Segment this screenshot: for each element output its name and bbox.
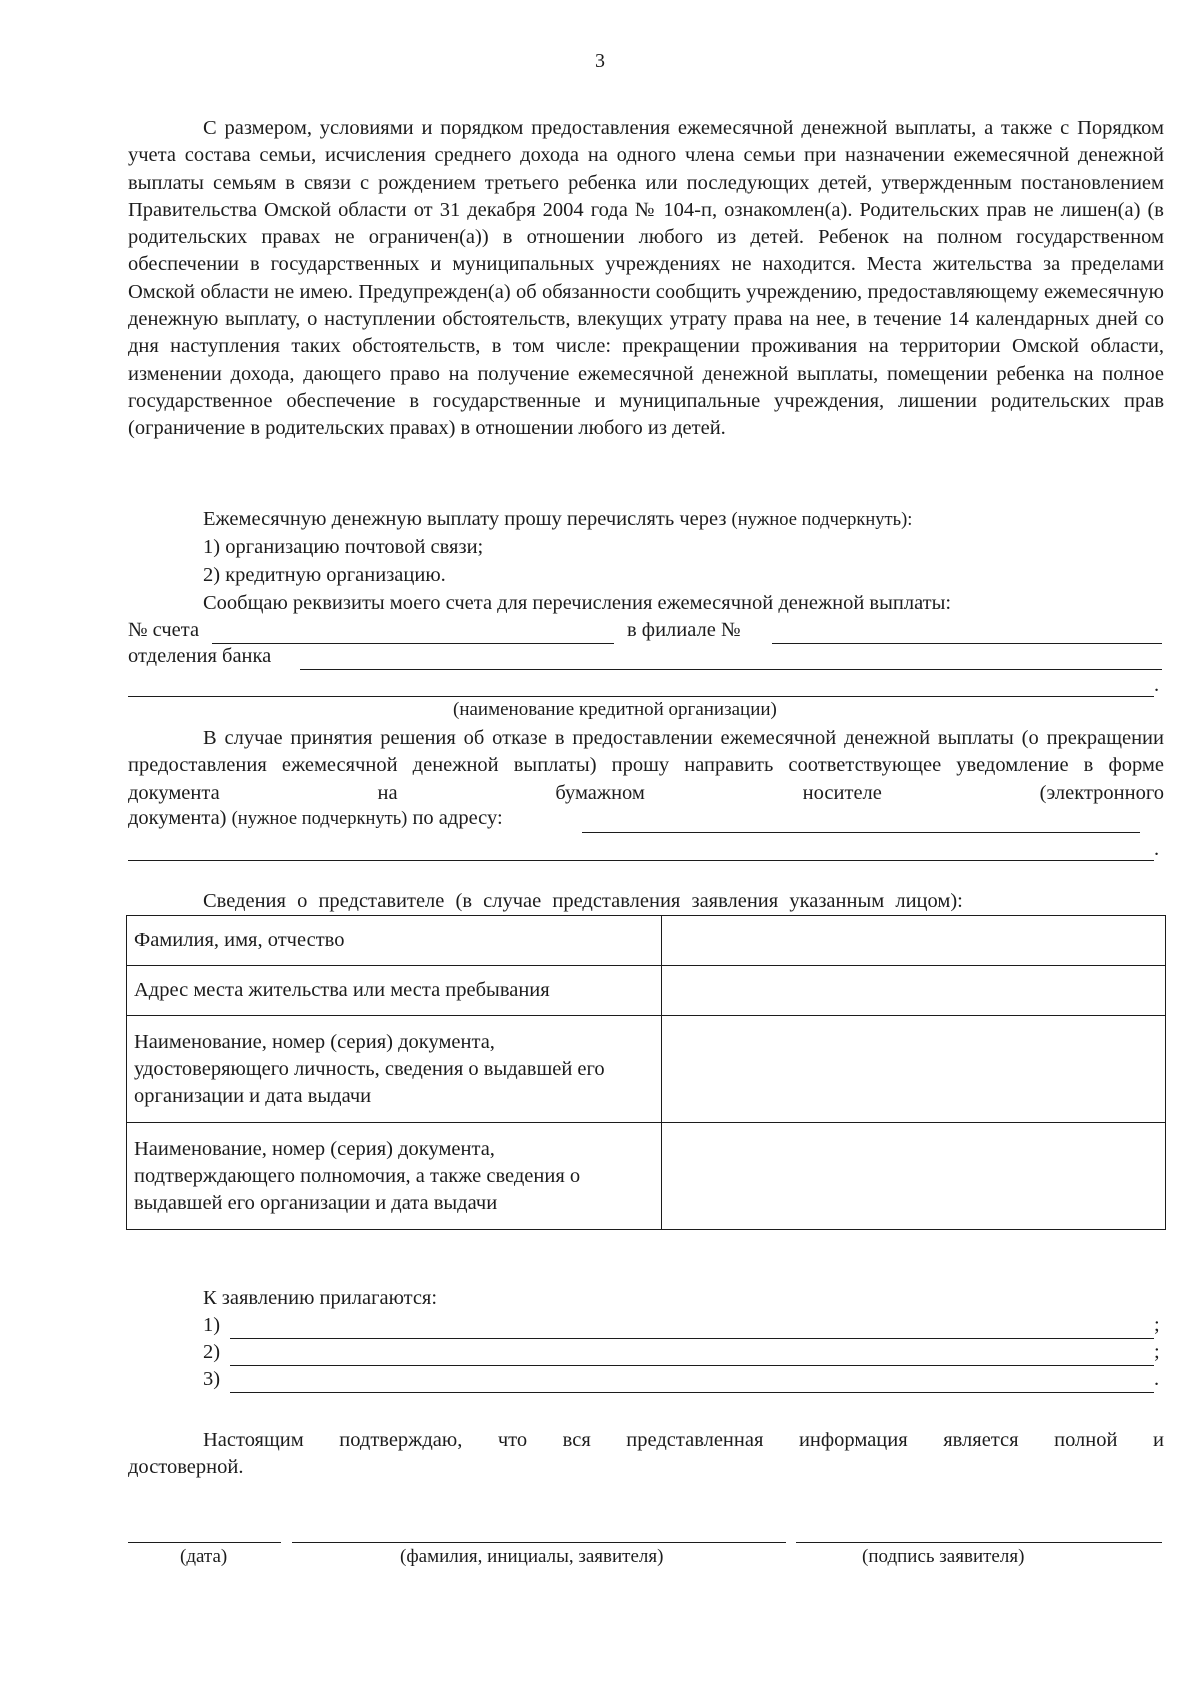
confirmation-paragraph: Настоящим подтверждаю, что вся представленная информация является полной и достоверной. [128, 1429, 1164, 1479]
representative-table [126, 915, 1166, 1230]
refusal-paragraph: В случае принятия решения об отказе в предоставлении ежемесячной денежной выплаты (о прекращении предоставления ежемесячной денежной выплаты) прошу направить соответствующее уведомление в форме документа на бумажном носителе (электронного [128, 727, 1164, 804]
refusal-last-line [128, 807, 503, 830]
rep-authority-doc-value[interactable] [662, 1123, 1166, 1230]
rep-id-doc-value[interactable] [662, 1016, 1166, 1123]
rep-name-value[interactable] [662, 916, 1166, 966]
rep-authority-doc-label: Наименование, номер (серия) документа, подтверждающего полномочия, а также сведения о выдавшей его организации и дата выдачи [127, 1123, 662, 1230]
credit-org-caption: (наименование кредитной организации) [453, 699, 777, 720]
attachment-1-number: 1) [203, 1314, 221, 1336]
page-number: 3 [595, 50, 605, 72]
intro-paragraph: С размером, условиями и порядком предоставления ежемесячной денежной выплаты, а также с Порядком учета состава семьи, исчисления среднего дохода на одного члена семьи при назначении ежемесячной денежной выплаты семьям в связи с рождением третьего ребенка или последующих детей, утвержденным постановлением Правительства Омской области от 31 декабря 2004 года № 104-п, ознакомлен(а). Родительских прав не лишен(а) (в родительских правах не ограничен(а)) в отношении любого из детей. Ребенок на полном государственном обеспечении в государственных и муниципальных учреждениях не находится. Места жительства за пределами Омской области не имею. Предупрежден(а) об обязанности сообщить учреждению, предоставляющему ежемесячную денежную выплату, о наступлении обстоятельств, влекущих утрату права на нее, в течение 14 календарных дней со дня наступления таких обстоятельств, в том числе: прекращении проживания на территории Омской области, изменении дохода, дающего право на получение ежемесячной денежной выплаты, помещении ребенка на полное государственное обеспечение в государственные и муниципальные учреждения, лишении родительских прав (ограничение в родительских правах) в отношении любого из детей. [128, 117, 1164, 440]
payment-lead-line [203, 508, 912, 531]
payment-lead: Ежемесячную денежную выплату прошу перечислять через [203, 508, 727, 530]
account-number-field[interactable] [212, 643, 614, 644]
credit-org-field[interactable] [128, 696, 1154, 697]
rep-address-label: Адрес места жительства или места пребывания [127, 966, 662, 1016]
address-field[interactable] [582, 832, 1140, 833]
signature-field[interactable] [796, 1542, 1162, 1543]
refusal-hint: (нужное подчеркнуть) [231, 809, 408, 829]
rep-name-label: Фамилия, имя, отчество [127, 916, 662, 966]
credit-org-period: . [1154, 674, 1160, 696]
date-caption: (дата) [180, 1546, 228, 1567]
applicant-name-field[interactable] [292, 1542, 786, 1543]
applicant-name-caption: (фамилия, инициалы, заявителя) [400, 1546, 664, 1567]
attachment-1-field[interactable] [230, 1338, 1154, 1339]
date-field[interactable] [128, 1542, 281, 1543]
payment-hint: (нужное подчеркнуть): [731, 510, 913, 530]
account-lead: Сообщаю реквизиты моего счета для перечисления ежемесячной денежной выплаты: [203, 592, 952, 614]
bank-branch-label: отделения банка [128, 645, 272, 667]
attachment-3-field[interactable] [230, 1392, 1154, 1393]
rep-id-doc-label: Наименование, номер (серия) документа, удостоверяющего личность, сведения о выдавшей его организации и дата выдачи [127, 1016, 662, 1123]
branch-label: в филиале № [627, 619, 741, 641]
attachment-2-end: ; [1154, 1341, 1160, 1363]
attachments-title: К заявлению прилагаются: [203, 1287, 438, 1309]
payment-option-post[interactable]: 1) организацию почтовой связи; [203, 536, 484, 558]
representative-title: Сведения о представителе (в случае представления заявления указанным лицом): [203, 890, 963, 912]
attachment-1-end: ; [1154, 1314, 1160, 1336]
address-period: . [1154, 838, 1160, 860]
rep-address-value[interactable] [662, 966, 1166, 1016]
refusal-last-end: по адресу: [412, 807, 503, 829]
table-row [127, 916, 1166, 966]
attachment-2-field[interactable] [230, 1365, 1154, 1366]
bank-branch-field[interactable] [300, 669, 1162, 670]
payment-option-credit[interactable]: 2) кредитную организацию. [203, 564, 446, 586]
branch-number-field[interactable] [772, 643, 1162, 644]
attachment-3-end: . [1154, 1368, 1160, 1390]
address-field-2[interactable] [128, 860, 1154, 861]
attachment-3-number: 3) [203, 1368, 221, 1390]
refusal-last-start: документа) [128, 807, 227, 829]
attachment-2-number: 2) [203, 1341, 221, 1363]
account-number-label: № счета [128, 619, 200, 641]
table-row [127, 1123, 1166, 1230]
table-row [127, 966, 1166, 1016]
table-row [127, 1016, 1166, 1123]
signature-caption: (подпись заявителя) [862, 1546, 1025, 1567]
